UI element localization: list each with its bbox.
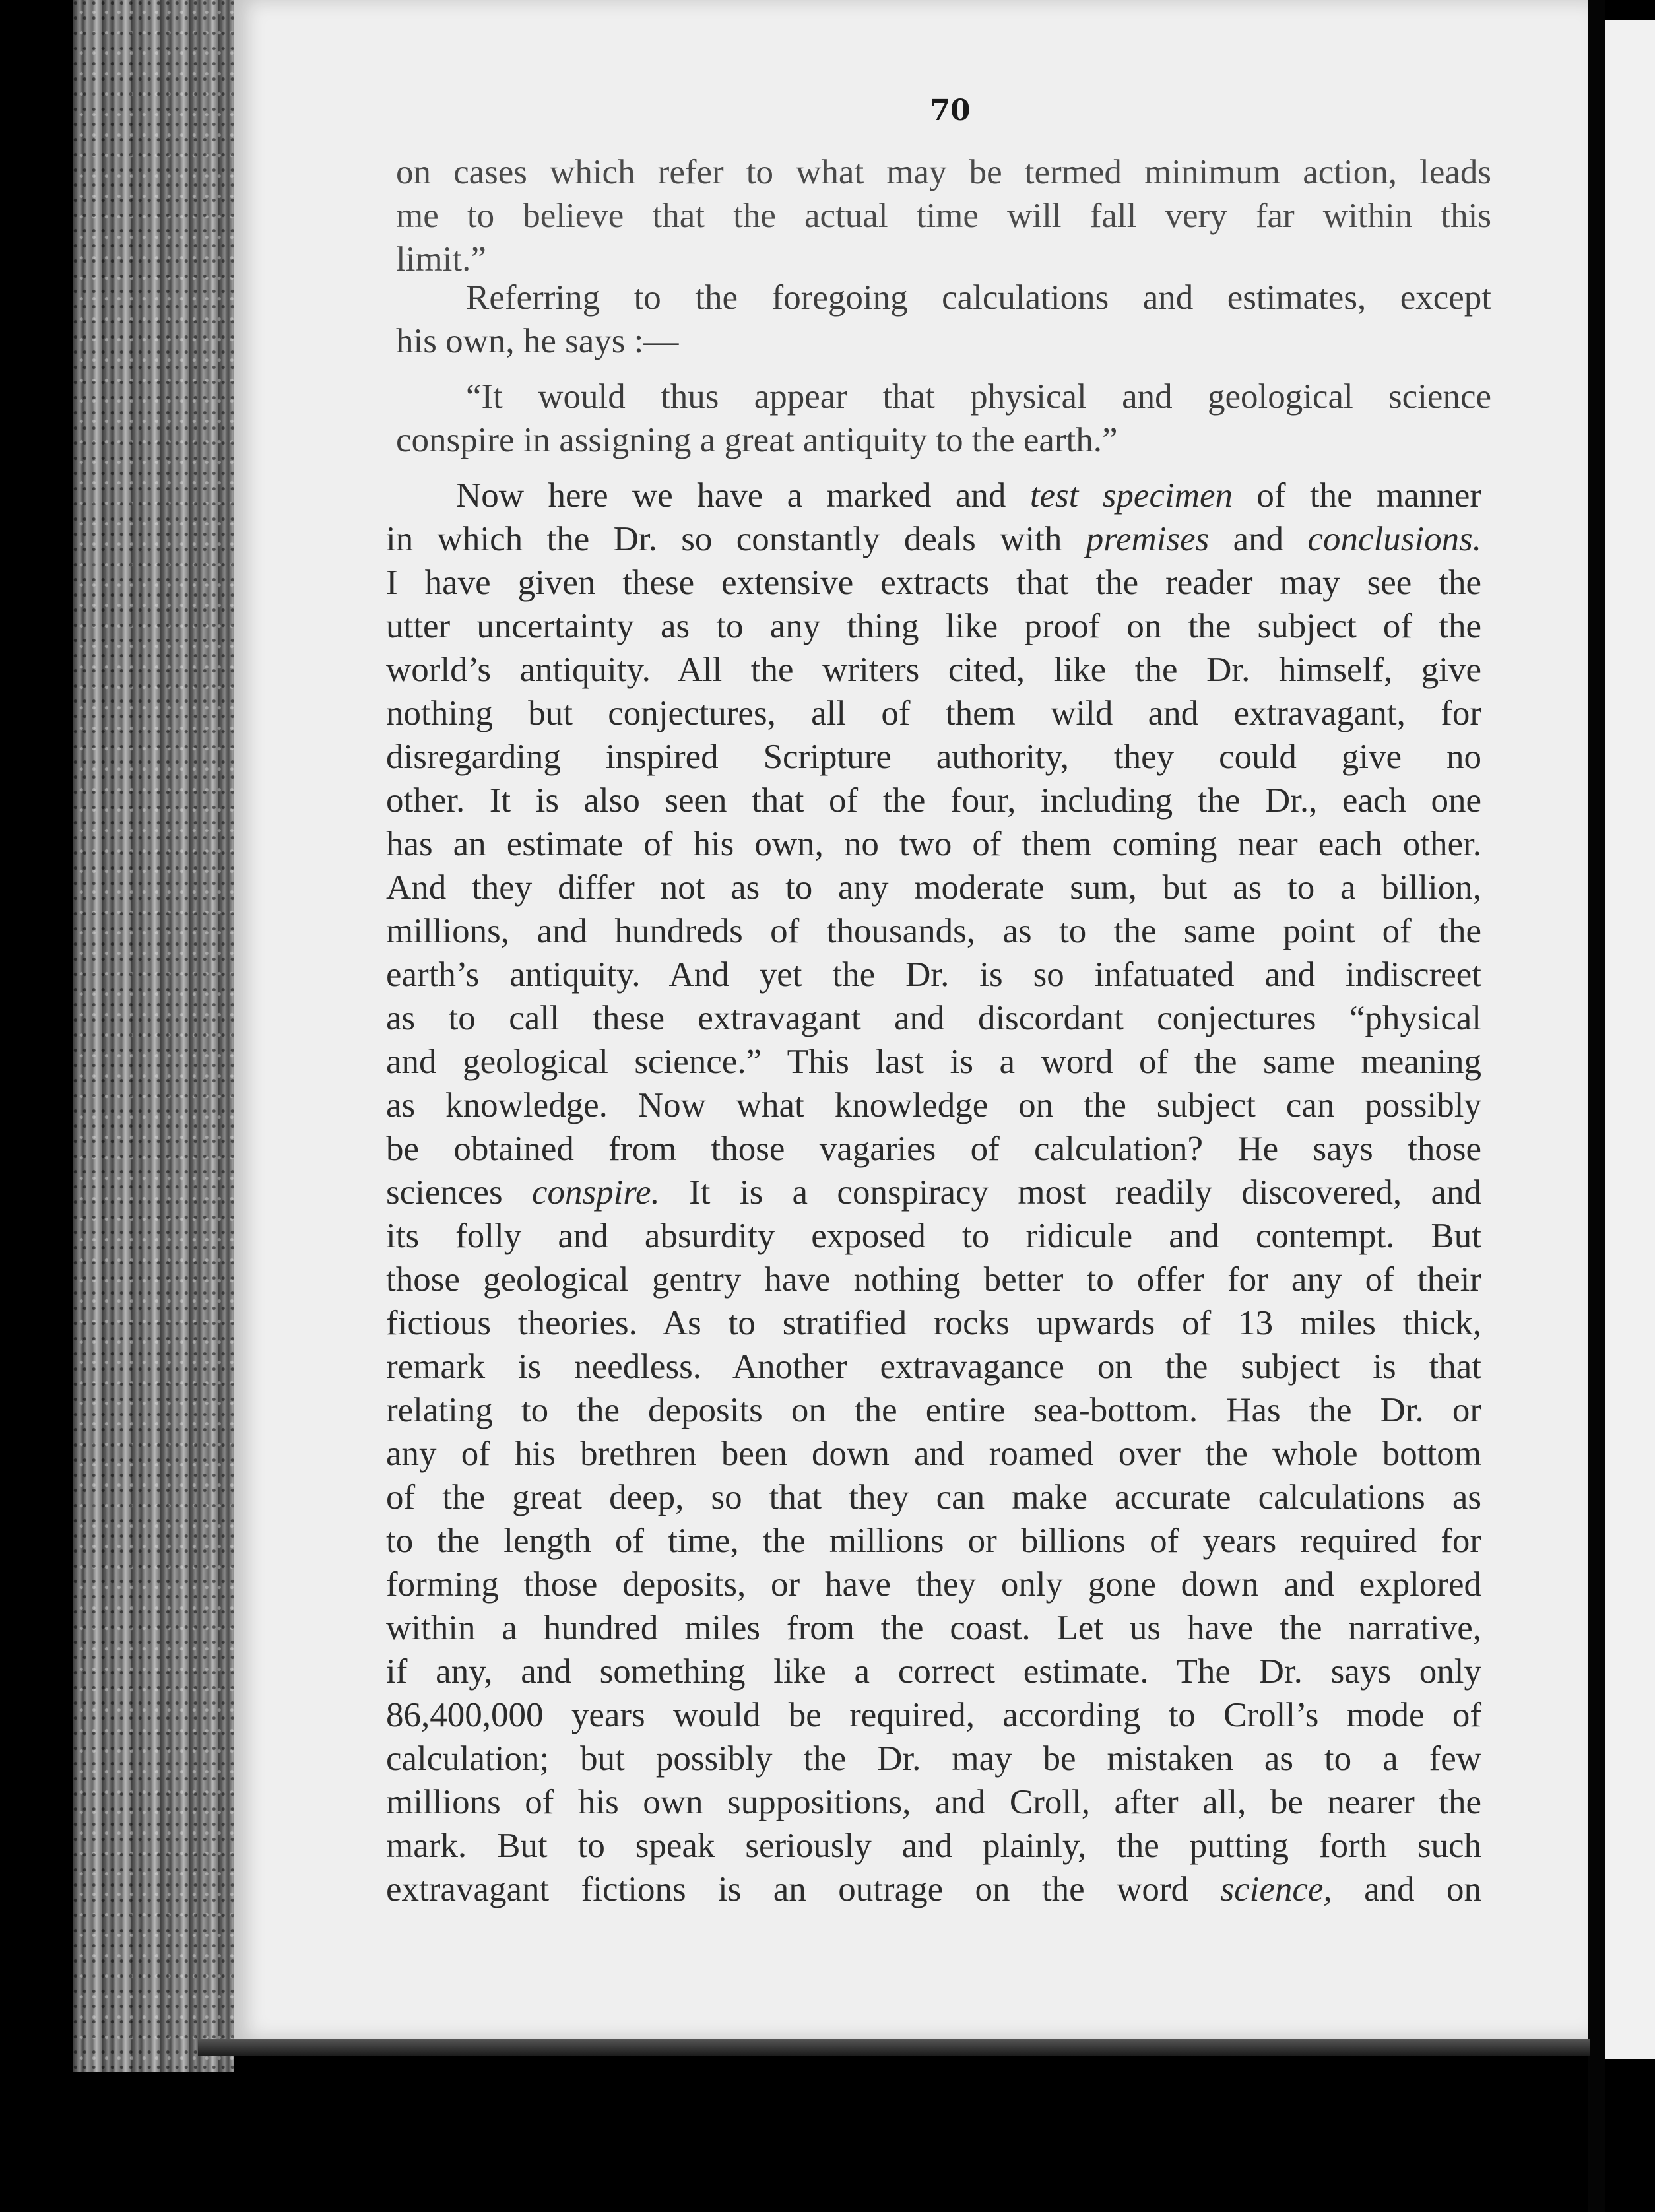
facing-page-edge [1605, 20, 1655, 2059]
text-line: extravagant fictions is an outrage on the word science, and on [386, 1870, 1482, 1908]
text-line: fictious theories. As to stratified rocks upwards of 13 miles thick, [386, 1304, 1481, 1342]
text-line: And they differ not as to any moderate sum, but as to a billion, [386, 868, 1481, 907]
text-line: and geological science.” This last is a word of the same meaning [386, 1043, 1481, 1081]
text-line: nothing but conjectures, all of them wild and extravagant, for [386, 694, 1481, 732]
text-line: utter uncertainty as to any thing like proof on the subject of the [386, 607, 1481, 645]
text-line: forming those deposits, or have they only gone down and explored [386, 1565, 1481, 1604]
text-line: Referring to the foregoing calculations and estimates, except [466, 278, 1491, 317]
gutter-shadow [1588, 0, 1605, 2212]
text-line: me to believe that the actual time will fall very far within this [396, 197, 1491, 235]
text-line: millions of his own suppositions, and Croll, after all, be nearer the [386, 1783, 1481, 1821]
text-line: mark. But to speak seriously and plainly, the putting forth such [386, 1827, 1481, 1865]
text-line: millions, and hundreds of thousands, as to the same point of the [386, 912, 1481, 950]
text-line: earth’s antiquity. And yet the Dr. is so infatuated and indiscreet [386, 956, 1481, 994]
text-line: I have given these extensive extracts that the reader may see the [386, 564, 1481, 602]
italic-phrase: conclusions. [1307, 520, 1482, 558]
text-line: those geological gentry have nothing better to offer for any of their [386, 1260, 1481, 1299]
italic-phrase: test specimen [1029, 476, 1233, 515]
page-edges-texture [73, 0, 234, 2072]
text-line: limit.” [396, 240, 486, 278]
text-line: within a hundred miles from the coast. Let us have the narrative, [386, 1609, 1481, 1647]
text-line: calculation; but possibly the Dr. may be mistaken as to a few [386, 1740, 1481, 1778]
text-line: world’s antiquity. All the writers cited, like the Dr. himself, give [386, 651, 1481, 689]
text-line: 86,400,000 years would be required, according to Croll’s mode of [386, 1696, 1481, 1734]
quote-paragraph [396, 375, 1491, 462]
text-line: its folly and absurdity exposed to ridicule and contempt. But [386, 1217, 1481, 1255]
text-line: be obtained from those vagaries of calculation? He says those [386, 1130, 1481, 1168]
referring-paragraph [396, 276, 1491, 363]
continuation-paragraph [396, 150, 1491, 281]
text-line: disregarding inspired Scripture authority, they could give no [386, 738, 1481, 776]
italic-phrase: premises [1086, 520, 1210, 558]
text-line: relating to the deposits on the entire sea-bottom. Has the Dr. or [386, 1391, 1481, 1429]
text-line: on cases which refer to what may be termed minimum action, leads [396, 153, 1491, 191]
text-line: sciences conspire. It is a conspiracy most readily discovered, and [386, 1173, 1482, 1212]
text-line: if any, and something like a correct estimate. The Dr. says only [386, 1652, 1481, 1691]
text-line: “It would thus appear that physical and geological science [466, 377, 1491, 416]
page-number: 70 [930, 94, 971, 127]
text-line: in which the Dr. so constantly deals with premises and conclusions. [386, 520, 1482, 558]
text-line: of the great deep, so that they can make accurate calculations as [386, 1478, 1481, 1516]
text-line: other. It is also seen that of the four, including the Dr., each one [386, 781, 1481, 820]
text-line: as knowledge. Now what knowledge on the subject can possibly [386, 1086, 1481, 1124]
text-line: conspire in assigning a great antiquity to the earth.” [396, 421, 1118, 459]
text-line: any of his brethren been down and roamed over the whole bottom [386, 1435, 1481, 1473]
text-line: Now here we have a marked and test specimen of the manner [456, 476, 1481, 515]
text-line: to the length of time, the millions or billions of years required for [386, 1522, 1481, 1560]
italic-phrase: science, [1220, 1870, 1332, 1908]
text-line: as to call these extravagant and discordant conjectures “physical [386, 999, 1481, 1037]
text-line: remark is needless. Another extravagance on the subject is that [386, 1348, 1481, 1386]
text-line: has an estimate of his own, no two of them coming near each other. [386, 825, 1481, 863]
text-line: his own, he says :— [396, 322, 679, 360]
italic-phrase: conspire. [531, 1173, 660, 1212]
page-bottom-shadow [198, 2039, 1590, 2056]
main-paragraph [386, 474, 1481, 1911]
